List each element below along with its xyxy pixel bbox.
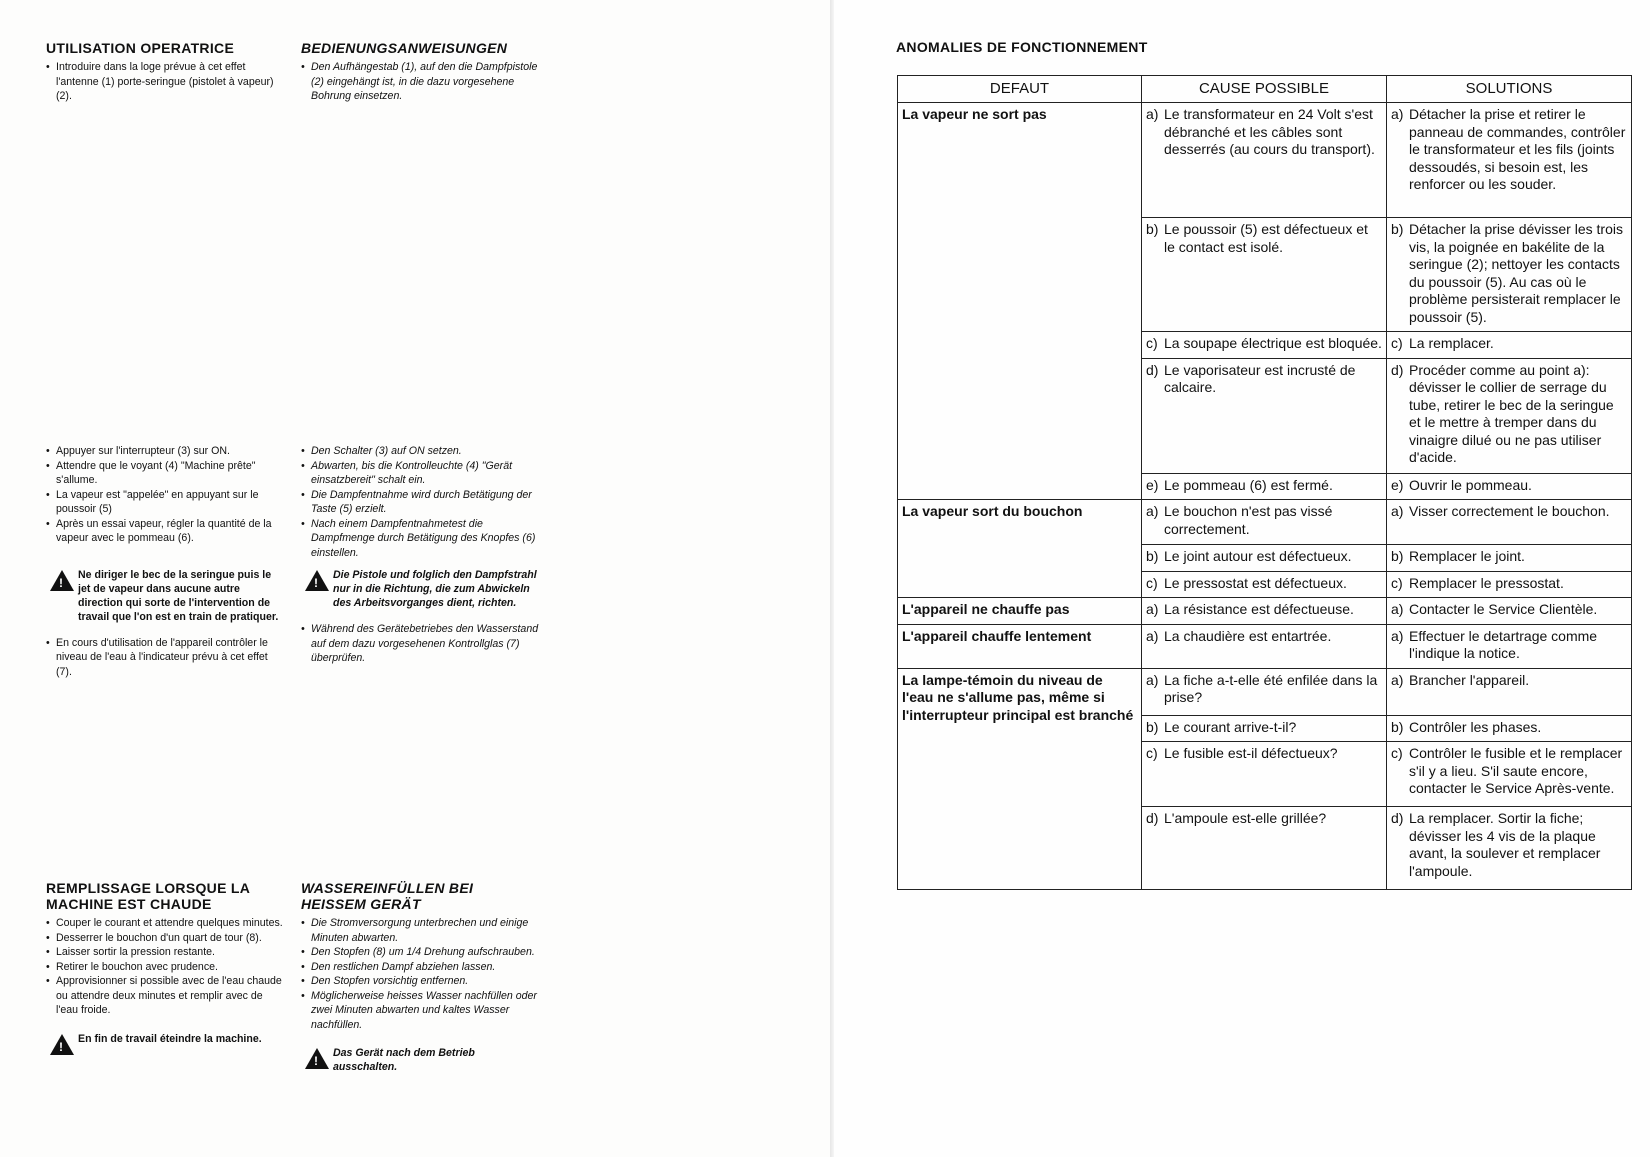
item-letter: c)	[1391, 574, 1403, 591]
list-item: • Nach einem Dampfentnahmetest die Dampfmenge durch Betätigung des Knopfes (6) einstellen.	[301, 517, 541, 561]
list-item: • Den Aufhängestab (1), auf den die Dampfpistole (2) eingehängt ist, in die dazu vorgesehene Bohrung einsetzen.	[301, 60, 541, 104]
item-letter: a)	[1391, 503, 1404, 519]
defect-cell: L'appareil ne chauffe pas	[898, 598, 1142, 625]
list-item: • Abwarten, bis die Kontrolleuchte (4) "Gerät einsatzbereit" schalt ein.	[301, 459, 541, 488]
solution-text: Remplacer le joint.	[1409, 548, 1525, 564]
cause-cell	[1142, 473, 1387, 500]
cause-cell	[1142, 103, 1387, 218]
solution-cell	[1387, 545, 1632, 572]
defect-cell: L'appareil chauffe lentement	[898, 624, 1142, 668]
list-item: • Après un essai vapeur, régler la quantité de la vapeur avec le pommeau (6).	[46, 517, 286, 546]
item-letter: d)	[1146, 810, 1159, 826]
solution-cell	[1387, 624, 1632, 668]
cause-text: Le vaporisateur est incrusté de calcaire.	[1164, 361, 1356, 395]
list-item: • Den restlichen Dampf abziehen lassen.	[301, 960, 541, 975]
item-letter: c)	[1146, 745, 1158, 761]
refill-section-de	[301, 880, 541, 1074]
item-letter: e)	[1146, 476, 1159, 493]
header-solutions: SOLUTIONS	[1387, 76, 1632, 103]
item-letter: c)	[1391, 745, 1403, 761]
warning-fr	[46, 568, 286, 624]
list-item: • Desserrer le bouchon d'un quart de tour (8).	[46, 931, 286, 946]
solution-cell	[1387, 807, 1632, 890]
table-row	[898, 103, 1632, 218]
cause-text: Le joint autour est défectueux.	[1164, 548, 1352, 564]
cause-cell	[1142, 598, 1387, 625]
item-letter: a)	[1146, 601, 1159, 617]
operation-list-fr	[46, 444, 286, 546]
cause-cell	[1142, 668, 1387, 715]
usage-title-fr: UTILISATION OPERATRICE	[46, 40, 235, 56]
solution-text: Contacter le Service Clientèle.	[1409, 601, 1598, 617]
item-letter: a)	[1391, 671, 1404, 688]
item-letter: d)	[1146, 361, 1159, 378]
solution-cell	[1387, 668, 1632, 715]
header-defaut: DEFAUT	[898, 76, 1142, 103]
level-list-fr	[46, 636, 286, 680]
troubleshooting-title: ANOMALIES DE FONCTIONNEMENT	[896, 39, 1148, 55]
usage-title-de: BEDIENUNGSANWEISUNGEN	[301, 40, 508, 56]
list-item: • Approvisionner si possible avec de l'eau chaude ou attendre deux minutes et remplir avec de l'eau froide.	[46, 974, 286, 1018]
item-letter: b)	[1146, 718, 1159, 735]
item-letter: a)	[1391, 106, 1404, 122]
item-letter: c)	[1391, 335, 1403, 351]
cause-cell	[1142, 500, 1387, 545]
item-letter: b)	[1391, 718, 1404, 735]
table-row	[898, 500, 1632, 545]
list-item: • Appuyer sur l'interrupteur (3) sur ON.	[46, 444, 286, 459]
warning-triangle-icon	[50, 570, 74, 591]
solution-cell	[1387, 500, 1632, 545]
cause-text: Le courant arrive-t-il?	[1164, 718, 1297, 735]
cause-cell	[1142, 742, 1387, 807]
list-item: • Attendre que le voyant (4) "Machine prête" s'allume.	[46, 459, 286, 488]
cause-cell	[1142, 332, 1387, 359]
solution-text: Remplacer le pressostat.	[1409, 574, 1564, 591]
cause-text: Le fusible est-il défectueux?	[1164, 745, 1338, 761]
list-item: • Während des Gerätebetriebes den Wasserstand auf dem dazu vorgesehenen Kontrollglas (7) überprüfen.	[301, 622, 541, 666]
list-item: • Den Schalter (3) auf ON setzen.	[301, 444, 541, 459]
cause-cell	[1142, 807, 1387, 890]
table-row	[898, 624, 1632, 668]
item-letter: a)	[1146, 627, 1159, 644]
solution-cell	[1387, 473, 1632, 500]
cause-text: Le bouchon n'est pas vissé correctement.	[1164, 503, 1333, 537]
cause-text: La chaudière est entartrée.	[1164, 627, 1332, 644]
solution-cell	[1387, 571, 1632, 598]
refill-title-de: WASSEREINFÜLLEN BEI HEISSEM GERÄT	[301, 880, 474, 912]
cause-cell	[1142, 545, 1387, 572]
solution-cell	[1387, 598, 1632, 625]
solution-cell	[1387, 332, 1632, 359]
warning-de	[301, 568, 541, 610]
table-header-row	[898, 76, 1632, 103]
defect-cell: La lampe-témoin du niveau de l'eau ne s'allume pas, même si l'interrupteur principal est branché	[898, 668, 1142, 890]
item-letter: c)	[1146, 574, 1158, 591]
cause-cell	[1142, 624, 1387, 668]
cause-cell	[1142, 715, 1387, 742]
solution-text: Détacher la prise dévisser les trois vis, la poignée en bakélite de la seringue (2); nettoyer les contacts du poussoir (5). Au cas où le problème persisterait remplacer le poussoir (5).	[1409, 221, 1623, 325]
list-item: • Introduire dans la loge prévue à cet effet l'antenne (1) porte-seringue (pistolet à vapeur) (2).	[46, 60, 286, 104]
item-letter: e)	[1391, 476, 1404, 493]
cause-text: Le pommeau (6) est fermé.	[1164, 476, 1333, 493]
refill-section-fr	[46, 880, 286, 1046]
warning-triangle-icon	[305, 570, 329, 591]
refill-list-fr	[46, 916, 286, 1018]
item-letter: a)	[1146, 503, 1159, 519]
solution-cell	[1387, 715, 1632, 742]
cause-text: La résistance est défectueuse.	[1164, 601, 1354, 617]
warning-text-de: Die Pistole und folglich den Dampfstrahl nur in die Richtung, die zum Abwickeln des Arbeitsvorganges dient, richten.	[333, 569, 537, 609]
solution-text: Contrôler les phases.	[1409, 718, 1542, 735]
cause-text: La soupape électrique est bloquée.	[1164, 335, 1382, 351]
solution-text: Ouvrir le pommeau.	[1409, 476, 1532, 493]
solution-cell	[1387, 742, 1632, 807]
usage-list-de	[301, 60, 541, 104]
solution-text: Effectuer le detartrage comme l'indique la notice.	[1409, 627, 1598, 661]
item-letter: d)	[1391, 810, 1404, 826]
item-letter: a)	[1391, 627, 1404, 644]
warning-triangle-icon	[50, 1034, 74, 1055]
list-item: • Couper le courant et attendre quelques minutes.	[46, 916, 286, 931]
cause-text: L'ampoule est-elle grillée?	[1164, 810, 1327, 826]
usage-section-de	[301, 40, 541, 104]
list-item: • Möglicherweise heisses Wasser nachfüllen oder zwei Minuten abwarten und kaltes Wasser nachfüllen.	[301, 989, 541, 1033]
table-row	[898, 598, 1632, 625]
list-item: • La vapeur est "appelée" en appuyant sur le poussoir (5)	[46, 488, 286, 517]
cause-text: Le poussoir (5) est défectueux et le contact est isolé.	[1164, 221, 1368, 255]
solution-text: Procéder comme au point a): dévisser le collier de serrage du tube, retirer le bec de la seringue et le mettre à tremper dans du vinaigre dilué ou ne pas utiliser d'acide.	[1409, 361, 1614, 465]
cause-cell	[1142, 571, 1387, 598]
operation-section-fr	[46, 444, 286, 679]
item-letter: a)	[1146, 671, 1159, 688]
list-item: • Die Stromversorgung unterbrechen und einige Minuten abwarten.	[301, 916, 541, 945]
refill-list-de	[301, 916, 541, 1032]
table-row	[898, 668, 1632, 715]
usage-section-fr	[46, 40, 286, 104]
item-letter: a)	[1391, 601, 1404, 617]
warning-text-fr: Ne diriger le bec de la seringue puis le jet de vapeur dans aucune autre direction qui sorte de l'intervention de travail que l'on est en train de pratiquer.	[78, 568, 279, 623]
cause-text: La fiche a-t-elle été enfilée dans la prise?	[1164, 671, 1378, 705]
solution-cell	[1387, 358, 1632, 473]
solution-text: Brancher l'appareil.	[1409, 671, 1530, 688]
item-letter: b)	[1391, 221, 1404, 237]
list-item: • Retirer le bouchon avec prudence.	[46, 960, 286, 975]
warning-text-de-end: Das Gerät nach dem Betrieb ausschalten.	[333, 1047, 475, 1073]
solution-text: La remplacer.	[1409, 335, 1494, 351]
troubleshooting-table	[897, 75, 1632, 890]
list-item: • En cours d'utilisation de l'appareil contrôler le niveau de l'eau à l'indicateur prévu à cet effet (7).	[46, 636, 286, 680]
list-item: • Den Stopfen vorsichtig entfernen.	[301, 974, 541, 989]
list-item: • Den Stopfen (8) um 1/4 Drehung aufschrauben.	[301, 945, 541, 960]
item-letter: b)	[1146, 221, 1159, 237]
item-letter: a)	[1146, 106, 1159, 122]
defect-cell: La vapeur ne sort pas	[898, 103, 1142, 500]
solution-cell	[1387, 103, 1632, 218]
operation-section-de	[301, 444, 541, 666]
item-letter: c)	[1146, 335, 1158, 351]
refill-title-fr: REMPLISSAGE LORSQUE LA MACHINE EST CHAUDE	[46, 880, 250, 912]
list-item: • Die Dampfentnahme wird durch Betätigung der Taste (5) erzielt.	[301, 488, 541, 517]
solution-text: Visser correctement le bouchon.	[1409, 503, 1610, 519]
cause-cell	[1142, 358, 1387, 473]
warning-text-fr-end: En fin de travail éteindre la machine.	[78, 1032, 262, 1045]
warning-fr-end	[46, 1032, 286, 1046]
item-letter: b)	[1391, 548, 1404, 564]
cause-text: Le transformateur en 24 Volt s'est débranché et les câbles sont desserrés (au cours du transport).	[1164, 106, 1375, 157]
solution-text: Détacher la prise et retirer le panneau de commandes, contrôler le transformateur et les fils (joints dessoudés, si besoin est, les renforcer ou les souder.	[1409, 106, 1626, 192]
item-letter: b)	[1146, 548, 1159, 564]
level-list-de	[301, 622, 541, 666]
item-letter: d)	[1391, 361, 1404, 378]
operation-list-de	[301, 444, 541, 560]
solution-text: Contrôler le fusible et le remplacer s'il y a lieu. S'il saute encore, contacter le Service Après-vente.	[1409, 745, 1623, 796]
cause-text: Le pressostat est défectueux.	[1164, 574, 1347, 591]
solution-text: La remplacer. Sortir la fiche; dévisser les 4 vis de la plaque avant, la soulever et remplacer l'ampoule.	[1409, 810, 1601, 879]
solution-cell	[1387, 218, 1632, 332]
usage-list-fr	[46, 60, 286, 104]
cause-cell	[1142, 218, 1387, 332]
header-cause: CAUSE POSSIBLE	[1142, 76, 1387, 103]
list-item: • Laisser sortir la pression restante.	[46, 945, 286, 960]
defect-cell: La vapeur sort du bouchon	[898, 500, 1142, 598]
warning-de-end	[301, 1046, 541, 1074]
warning-triangle-icon	[305, 1048, 329, 1069]
